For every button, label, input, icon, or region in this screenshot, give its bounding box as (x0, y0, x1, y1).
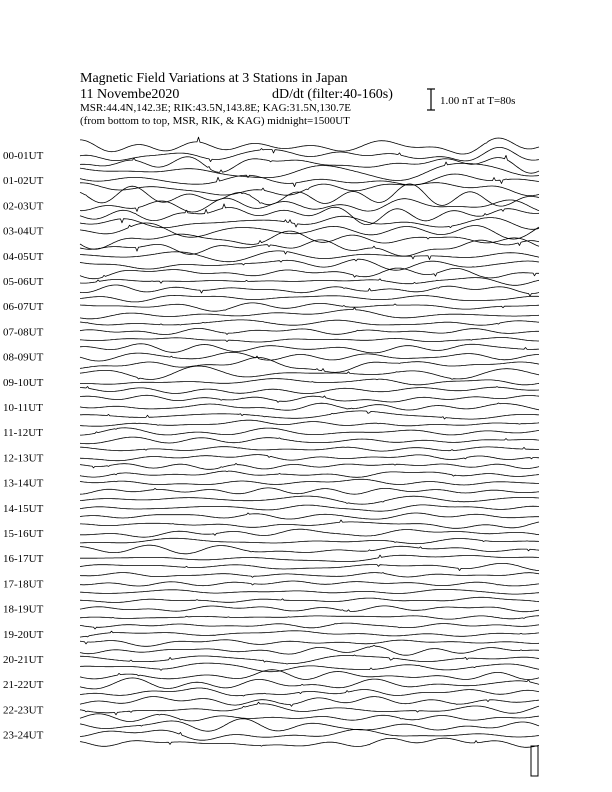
trace-msr-21-22UT (80, 688, 539, 696)
trace-msr-19-20UT (80, 640, 539, 647)
hour-label-17-18UT: 17-18UT (3, 578, 44, 591)
trace-kag-12-13UT (80, 447, 539, 451)
trace-kag-10-11UT (80, 395, 539, 402)
hour-label-03-04UT: 03-04UT (3, 225, 44, 238)
trace-msr-03-04UT (80, 231, 539, 249)
trace-rik-22-23UT (80, 702, 539, 715)
trace-order-note: (from bottom to top, MSR, RIK, & KAG) midnight=1500UT (80, 115, 350, 127)
trace-kag-19-20UT (80, 623, 539, 629)
trace-msr-16-17UT (80, 563, 539, 570)
hour-label-11-12UT: 11-12UT (3, 427, 43, 440)
trace-kag-05-06UT (80, 268, 539, 279)
trace-rik-14-15UT (80, 505, 539, 511)
trace-kag-18-19UT (80, 597, 539, 602)
trace-kag-11-12UT (80, 420, 539, 426)
trace-msr-08-09UT (80, 358, 539, 373)
trace-kag-08-09UT (80, 344, 539, 353)
chart-title: Magnetic Field Variations at 3 Stations in Japan (80, 71, 348, 86)
trace-rik-18-19UT (80, 606, 539, 612)
trace-kag-20-21UT (80, 645, 539, 655)
trace-rik-02-03UT (80, 198, 539, 212)
trace-msr-04-05UT (80, 259, 539, 270)
trace-rik-20-21UT (80, 655, 539, 664)
hour-label-04-05UT: 04-05UT (3, 250, 44, 263)
trace-rik-16-17UT (80, 555, 539, 561)
trace-kag-00-01UT (80, 137, 539, 154)
trace-kag-17-18UT (80, 573, 539, 578)
hour-label-18-19UT: 18-19UT (3, 603, 44, 616)
trace-kag-23-24UT (80, 719, 539, 731)
hour-label-22-23UT: 22-23UT (3, 704, 44, 717)
trace-msr-11-12UT (80, 437, 539, 444)
trace-msr-23-24UT (80, 738, 539, 747)
scale-bar (427, 89, 435, 110)
hour-label-12-13UT: 12-13UT (3, 452, 44, 465)
trace-rik-13-14UT (80, 479, 539, 485)
trace-msr-00-01UT (80, 155, 539, 173)
station-coordinates: MSR:44.4N,142.3E; RIK:43.5N,143.8E; KAG:31.5N,130.7E (80, 102, 352, 114)
trace-rik-19-20UT (80, 631, 539, 637)
hour-label-00-01UT: 00-01UT (3, 150, 44, 162)
trace-msr-12-13UT (80, 463, 539, 469)
trace-rik-04-05UT (80, 251, 539, 262)
trace-rik-00-01UT (80, 147, 539, 161)
trace-msr-07-08UT (80, 338, 539, 343)
trace-kag-06-07UT (80, 295, 539, 302)
hour-label-20-21UT: 20-21UT (3, 654, 44, 666)
hour-label-10-11UT: 10-11UT (3, 402, 43, 414)
trace-rik-08-09UT (80, 352, 539, 361)
chart-date: 11 Novembe2020 (80, 87, 180, 102)
trace-rik-21-22UT (80, 678, 539, 689)
trace-msr-10-11UT (80, 411, 539, 419)
trace-kag-07-08UT (80, 320, 539, 325)
trace-kag-02-03UT (80, 184, 539, 206)
hour-label-09-10UT: 09-10UT (3, 376, 44, 389)
trace-rik-23-24UT (80, 729, 539, 740)
end-marker (531, 746, 538, 776)
trace-kag-09-10UT (80, 366, 539, 379)
trace-rik-07-08UT (80, 328, 539, 334)
trace-msr-09-10UT (80, 387, 539, 394)
trace-kag-22-23UT (80, 697, 539, 707)
hour-label-01-02UT: 01-02UT (3, 175, 44, 188)
trace-rik-17-18UT (80, 581, 539, 586)
trace-kag-21-22UT (80, 670, 539, 680)
trace-rik-12-13UT (80, 455, 539, 461)
scale-bar-label: 1.00 nT at T=80s (440, 95, 516, 107)
trace-msr-13-14UT (80, 488, 539, 494)
trace-rik-10-11UT (80, 403, 539, 410)
trace-msr-15-16UT (80, 538, 539, 543)
trace-kag-14-15UT (80, 496, 539, 504)
trace-rik-15-16UT (80, 529, 539, 537)
hour-label-15-16UT: 15-16UT (3, 528, 44, 540)
trace-msr-14-15UT (80, 513, 539, 519)
trace-msr-17-18UT (80, 589, 539, 594)
hour-label-13-14UT: 13-14UT (3, 477, 44, 490)
trace-msr-05-06UT (80, 285, 539, 296)
filter-label: dD/dt (filter:40-160s) (272, 87, 393, 102)
hour-label-16-17UT: 16-17UT (3, 553, 44, 566)
hour-label-08-09UT: 08-09UT (3, 351, 44, 364)
trace-rik-06-07UT (80, 303, 539, 311)
trace-msr-22-23UT (80, 714, 539, 722)
trace-msr-20-21UT (80, 663, 539, 672)
hour-label-07-08UT: 07-08UT (3, 326, 44, 339)
trace-rik-11-12UT (80, 428, 539, 435)
trace-msr-01-02UT (80, 183, 539, 196)
hour-label-05-06UT: 05-06UT (3, 276, 44, 288)
trace-kag-16-17UT (80, 545, 539, 554)
hour-label-21-22UT: 21-22UT (3, 679, 44, 692)
trace-rik-05-06UT (80, 278, 539, 286)
hour-label-02-03UT: 02-03UT (3, 200, 44, 213)
hour-label-23-24UT: 23-24UT (3, 729, 44, 742)
trace-kag-15-16UT (80, 520, 539, 528)
trace-kag-13-14UT (80, 471, 539, 477)
hour-label-14-15UT: 14-15UT (3, 502, 44, 515)
hour-label-06-07UT: 06-07UT (3, 301, 44, 314)
trace-rik-01-02UT (80, 174, 539, 187)
trace-msr-18-19UT (80, 616, 539, 619)
trace-kag-04-05UT (80, 240, 539, 256)
hour-label-19-20UT: 19-20UT (3, 628, 44, 641)
